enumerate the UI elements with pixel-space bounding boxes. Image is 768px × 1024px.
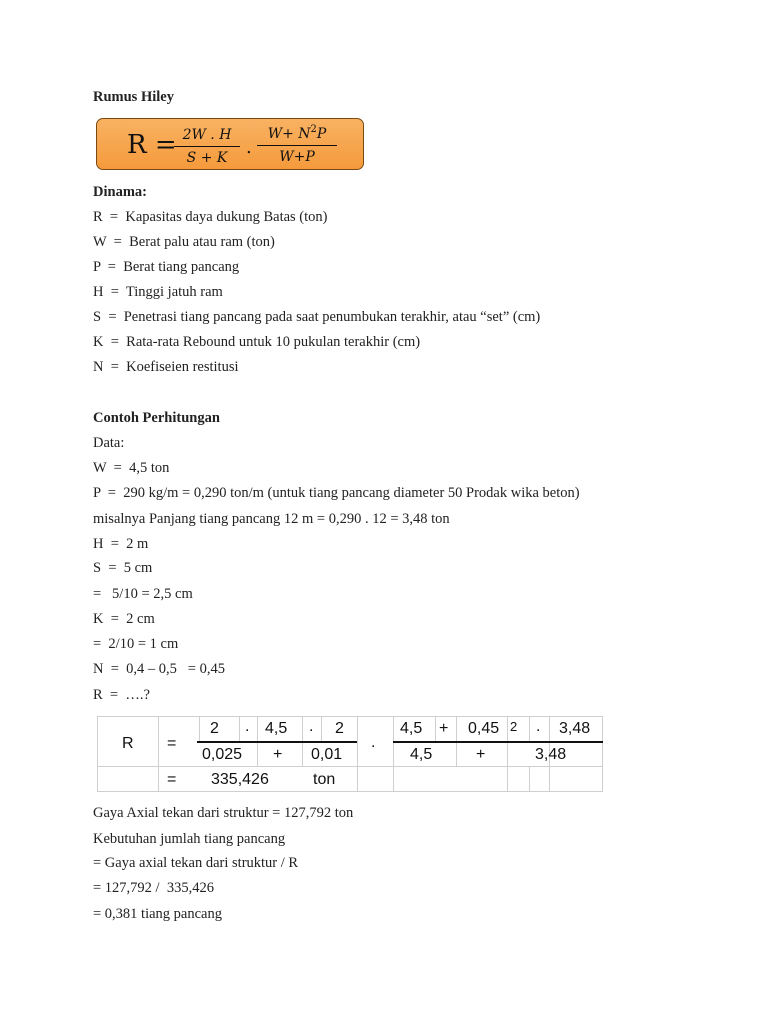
dinama-item: P = Berat tiang pancang [93, 259, 240, 275]
after-line: = 127,792 / 335,426 [93, 880, 214, 896]
formula-box [96, 118, 364, 170]
calc-num-4-5: 4,5 [265, 720, 288, 737]
calc-r: R [122, 735, 134, 752]
dinama-item: H = Tinggi jatuh ram [93, 284, 223, 300]
contoh-line: N = 0,4 – 0,5 = 0,45 [93, 661, 225, 677]
formula-fraction-2 [257, 124, 337, 165]
contoh-line: P = 290 kg/m = 0,290 ton/m (untuk tiang pancang diameter 50 Prodak wika beton) [93, 485, 580, 501]
after-line: Gaya Axial tekan dari struktur = 127,792 ton [93, 805, 354, 821]
calc-den-0-025: 0,025 [202, 746, 243, 763]
dinama-item: W = Berat palu atau ram (ton) [93, 234, 275, 250]
formula-fraction-1 [174, 127, 240, 166]
calc-middle-dot: . [371, 734, 376, 751]
calculation-table [97, 716, 603, 792]
dinama-title: Dinama: [93, 184, 147, 200]
calc-den-plus: + [476, 746, 486, 763]
contoh-line: Data: [93, 435, 125, 451]
calc-num-dot: . [245, 718, 250, 735]
formula-lhs: R = [127, 130, 177, 160]
formula-fraction-2-numerator: $W+ N^2P$ [257, 124, 337, 146]
dinama-item: R = Kapasitas daya dukung Batas (ton) [93, 209, 328, 225]
dinama-item: S = Penetrasi tiang pancang pada saat penumbukan terakhir, atau “set” (cm) [93, 309, 541, 325]
formula-fraction-2-denominator: W+P [279, 149, 315, 165]
contoh-title: Contoh Perhitungan [93, 410, 220, 426]
calc-num-dot: . [536, 718, 541, 735]
after-line: = 0,381 tiang pancang [93, 906, 222, 922]
calc-equals: = [167, 735, 177, 752]
contoh-line: S = 5 cm [93, 560, 153, 576]
calc-num-plus: + [439, 720, 449, 737]
formula-multiply-dot: . [246, 137, 252, 158]
contoh-line: H = 2 m [93, 536, 149, 552]
contoh-line: W = 4,5 ton [93, 460, 170, 476]
calc-den-4-5: 4,5 [410, 746, 433, 763]
formula-fraction-1-denominator: S + K [186, 150, 228, 166]
contoh-line: misalnya Panjang tiang pancang 12 m = 0,290 . 12 = 3,48 ton [93, 511, 450, 527]
calc-num-2: 2 [210, 720, 219, 737]
calc-num-0-45: 0,45 [468, 720, 500, 737]
calc-den-0-01: 0,01 [311, 746, 343, 763]
calc-den-3-48: 3,48 [535, 746, 567, 763]
calc-result-value: 335,426 [211, 771, 269, 788]
dinama-item: N = Koefiseien restitusi [93, 359, 239, 375]
calc-num-4-5b: 4,5 [400, 720, 423, 737]
calc-den-plus: + [273, 746, 283, 763]
after-line: = Gaya axial tekan dari struktur / R [93, 855, 299, 871]
calc-result-unit: ton [313, 771, 336, 788]
contoh-line: = 2/10 = 1 cm [93, 636, 179, 652]
calc-num-3-48: 3,48 [559, 720, 591, 737]
contoh-line: R = ….? [93, 687, 150, 703]
dinama-item: K = Rata-rata Rebound untuk 10 pukulan terakhir (cm) [93, 334, 421, 350]
contoh-line: = 5/10 = 2,5 cm [93, 586, 193, 602]
calc-num-dot: . [309, 718, 314, 735]
calc-num-2b: 2 [335, 720, 344, 737]
formula-fraction-1-numerator: 2W . H [174, 127, 240, 147]
calc-result-equals: = [167, 771, 177, 788]
calc-num-exponent: 2 [510, 719, 518, 734]
section-heading-rumus-hiley: Rumus Hiley [93, 89, 174, 105]
after-line: Kebutuhan jumlah tiang pancang [93, 831, 286, 847]
contoh-line: K = 2 cm [93, 611, 155, 627]
